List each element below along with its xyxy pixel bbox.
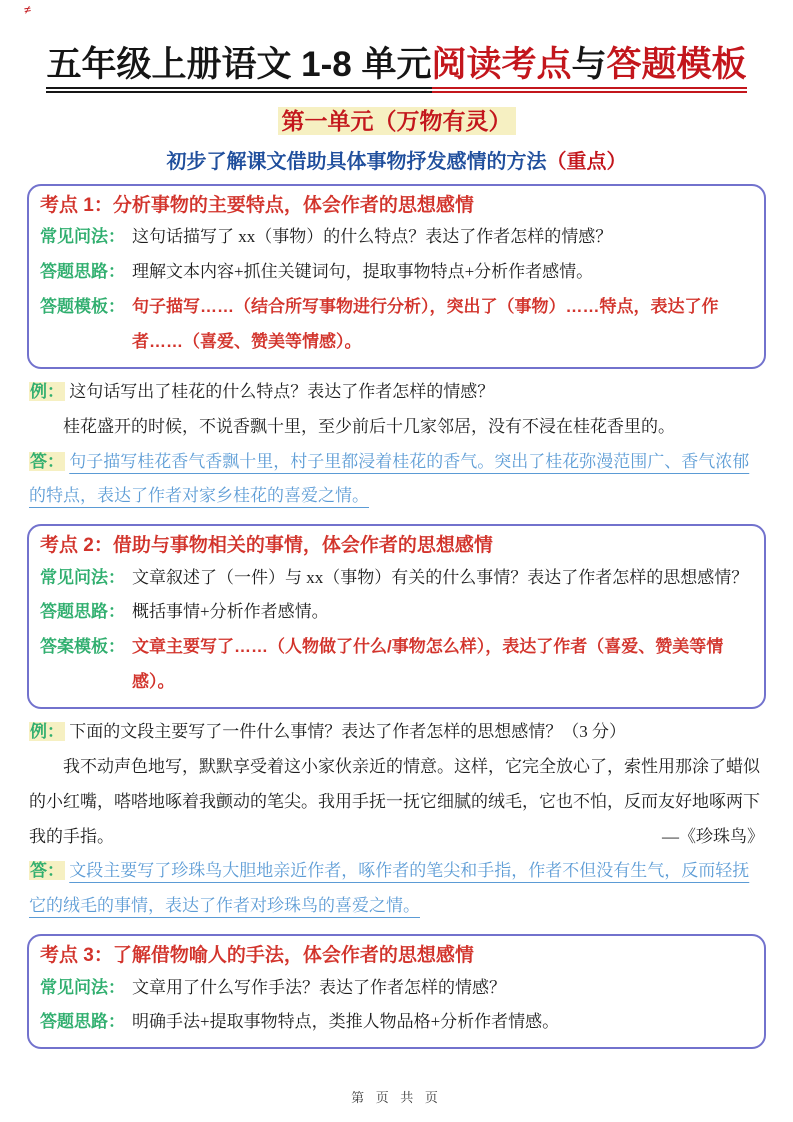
method-heading-text: 初步了解课文借助具体事物抒发感情的方法 [166, 151, 547, 173]
row-label: 答题思路： [40, 262, 125, 282]
example-2-passage [29, 750, 764, 855]
example-question-text: 下面的文段主要写了一件什么事情？表达了作者怎样的思想感情？（3 分） [69, 722, 626, 741]
unit-heading [27, 103, 766, 136]
kaodian-box-2 [27, 524, 766, 709]
kaodian-1-row-approach [40, 255, 751, 290]
title-part-red-2: 答题模板 [606, 45, 747, 84]
passage-text: 我不动声色地写，默默享受着这小家伙亲近的情意。这样，它完全放心了，索性用那涂了蜡似的小红嘴，嗒嗒地啄着我颤动的笔尖。我用手抚一抚它细腻的绒毛，它也不怕，反而友好地啄两下我的手指。 [29, 756, 760, 846]
row-label: 答题思路： [40, 1012, 125, 1032]
example-section-2 [29, 715, 764, 924]
row-text: 明确手法+提取事物特点，类推人物品格+分析作者情感。 [132, 1012, 560, 1032]
kaodian-box-1 [27, 184, 766, 369]
example-2-question-line [29, 715, 764, 750]
answer-label: 答： [30, 451, 64, 471]
kaodian-2-row-template [40, 630, 751, 700]
kaodian-2-row-approach [40, 595, 751, 630]
method-heading [27, 145, 766, 174]
row-label: 答题模板： [40, 297, 125, 317]
row-text-template: 句子描写……（结合所写事物进行分析），突出了（事物）……特点，表达了作者……（喜爱、赞美等情感）。 [132, 297, 719, 351]
row-label: 答案模板： [40, 637, 125, 657]
row-text: 理解文本内容+抓住关键词句，提取事物特点+分析作者感情。 [132, 262, 594, 282]
kaodian-1-row-question [40, 220, 751, 255]
kaodian-2-title: 考点 2：借助与事物相关的事情，体会作者的思想感情 [40, 535, 493, 557]
title-part-underlined-red [432, 45, 747, 93]
example-question-text: 这句话写出了桂花的什么特点？表达了作者怎样的情感？ [69, 381, 495, 401]
kaodian-box-3 [27, 934, 766, 1049]
example-1-passage [29, 410, 764, 445]
title-part-red-1: 阅读考点 [431, 45, 572, 84]
example-label: 例： [30, 722, 64, 741]
passage-text: 桂花盛开的时候，不说香飘十里，至少前后十几家邻居，没有不浸在桂花香里的。 [63, 416, 675, 436]
passage-attribution: —《珍珠鸟》 [662, 826, 764, 846]
kaodian-1-row-template [40, 290, 751, 360]
answer-label: 答： [30, 861, 64, 881]
kaodian-1-title: 考点 1：分析事物的主要特点，体会作者的思想感情 [40, 195, 474, 216]
kaodian-3-row-question [40, 971, 751, 1006]
example-1-answer-line [29, 445, 764, 515]
title-part-conjunction: 与 [571, 45, 607, 84]
row-text: 概括事情+分析作者感情。 [132, 602, 329, 622]
answer-text: 文段主要写了珍珠鸟大胆地亲近作者，啄作者的笔尖和手指，作者不但没有生气，反而轻抚它的绒毛的事情，表达了作者对珍珠鸟的喜爱之情。 [29, 861, 750, 916]
corner-mark-icon: ≠ [22, 1, 33, 18]
example-label: 例： [30, 381, 64, 401]
kaodian-3-title: 考点 3：了解借物喻人的手法，体会作者的思想感情 [40, 945, 474, 967]
row-label: 答题思路： [40, 602, 125, 622]
example-section-1 [29, 375, 764, 514]
row-label: 常见问法： [40, 227, 125, 247]
answer-text: 句子描写桂花香气香飘十里，村子里都浸着桂花的香气。突出了桂花弥漫范围广、香气浓郁的特点，表达了作者对家乡桂花的喜爱之情。 [29, 451, 750, 506]
method-heading-emphasis: （重点） [546, 151, 627, 173]
title-part-black: 五年级上册语文 1-8 单元 [46, 45, 431, 93]
page-footer: 第 页 共 页 [351, 1090, 442, 1105]
example-2-answer-line [29, 854, 764, 924]
kaodian-2-row-question [40, 561, 751, 596]
row-text: 这句话描写了 xx（事物）的什么特点？表达了作者怎样的情感？ [132, 227, 613, 247]
kaodian-3-row-approach [40, 1005, 751, 1040]
row-label: 常见问法： [40, 977, 125, 997]
row-text: 文章叙述了（一件）与 xx（事物）有关的什么事情？表达了作者怎样的思想感情？ [132, 567, 749, 587]
row-text-template: 文章主要写了……（人物做了什么/事物怎么样），表达了作者（喜爱、赞美等情感）。 [132, 637, 724, 692]
page-title [27, 44, 766, 86]
unit-heading-text: 第一单元（万物有灵） [278, 107, 516, 135]
row-text: 文章用了什么写作手法？表达了作者怎样的情感？ [132, 977, 506, 997]
row-label: 常见问法： [40, 567, 125, 587]
example-1-question-line [29, 375, 764, 410]
